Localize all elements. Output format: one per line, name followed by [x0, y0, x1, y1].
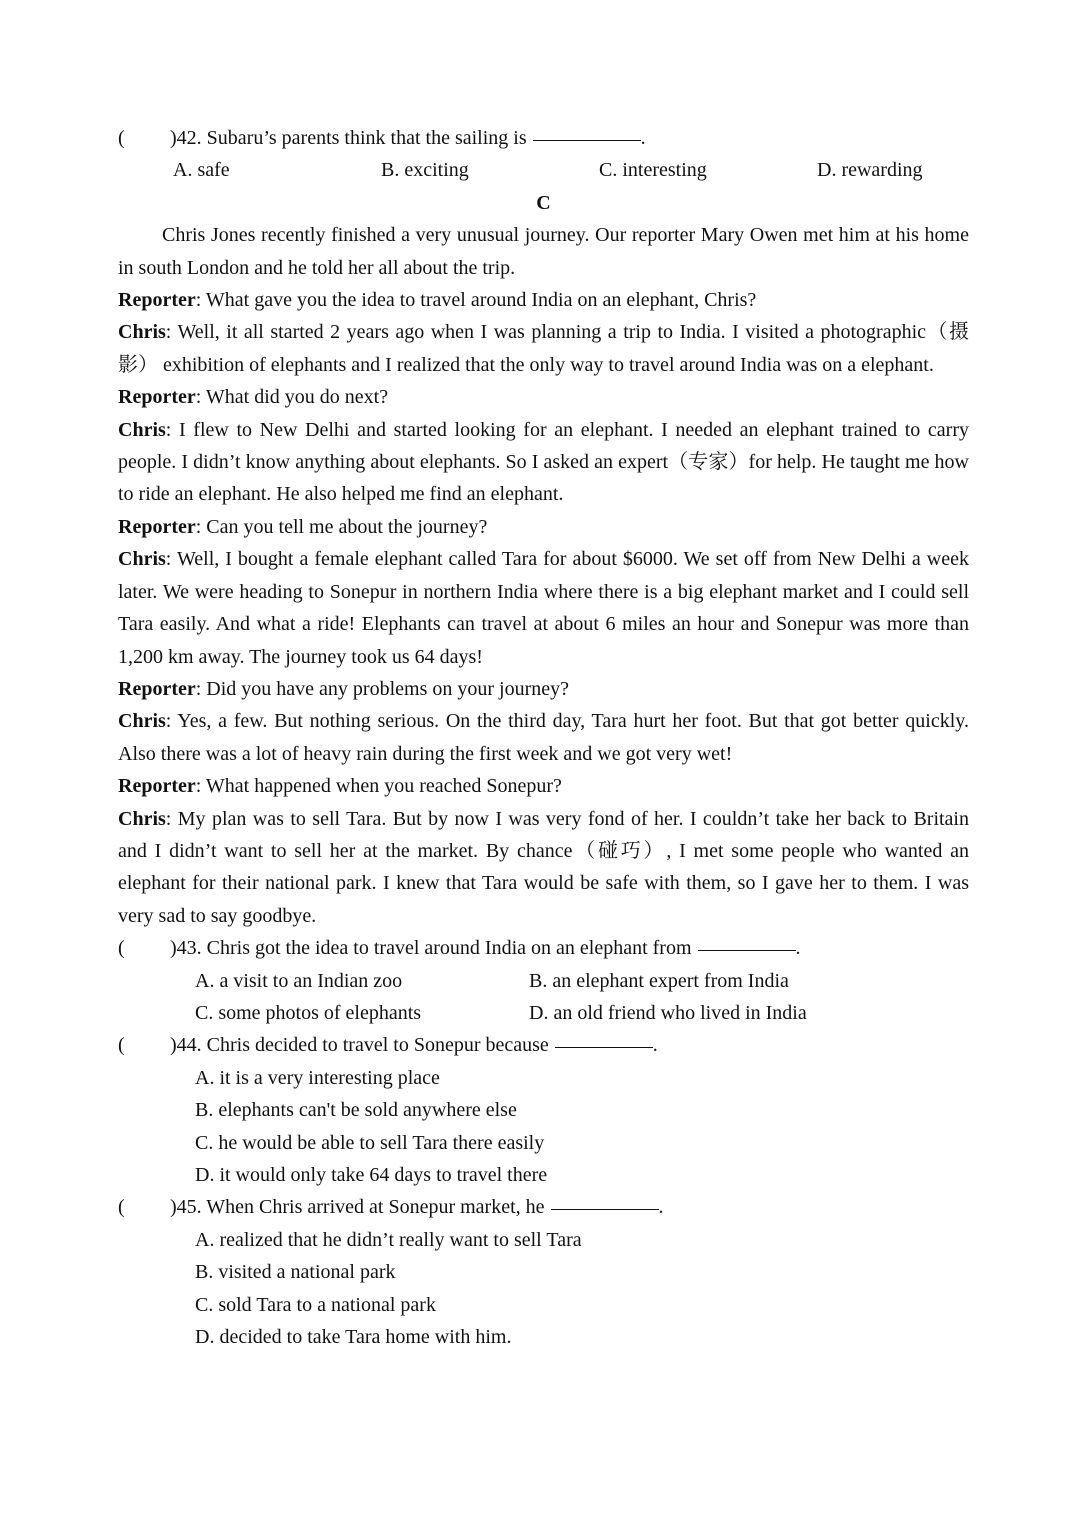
option-a: A. a visit to an Indian zoo [195, 969, 403, 992]
option-c: C. some photos of elephants [195, 1001, 422, 1024]
dialogue-line [118, 543, 969, 673]
speaker-label: Chris [118, 418, 166, 441]
answer-paren: ( [118, 127, 125, 149]
passage-intro: Chris Jones recently finished a very unusual journey. Our reporter Mary Owen met him at his home in south London and he told her all about the trip. [118, 224, 969, 279]
answer-paren: ( [118, 1196, 125, 1219]
question-42-options [118, 154, 969, 186]
answer-paren: ( [118, 937, 125, 960]
question-43-options-row-2 [118, 997, 969, 1029]
answer-blank [551, 1191, 659, 1210]
speaker-label: Reporter [118, 775, 196, 798]
answer-blank [555, 1029, 653, 1048]
option-d: D. an old friend who lived in India [529, 1001, 807, 1024]
dialogue-text: : What happened when you reached Sonepur? [195, 775, 562, 798]
dialogue-text: : Did you have any problems on your journey? [195, 677, 569, 700]
dialogue-text: : What did you do next? [195, 386, 389, 409]
dialogue-line [118, 284, 969, 316]
question-stem: )45. When Chris arrived at Sonepur market, he [170, 1196, 545, 1219]
speaker-label: Reporter [118, 677, 196, 700]
option-b: B. an elephant expert from India [529, 969, 789, 992]
option-d: D. rewarding [817, 159, 923, 182]
speaker-label: Chris [118, 710, 166, 733]
speaker-label: Chris [118, 548, 166, 571]
question-end: . [640, 127, 646, 149]
question-stem: )42. Subaru’s parents think that the sailing is [170, 127, 527, 149]
dialogue-text: : Well, it all started 2 years ago when I was planning a trip to India. I visited a photographic（摄影） exhibition of elephants and I realized that the only way to travel around India was on a elephant. [118, 321, 969, 376]
dialogue-text: : My plan was to sell Tara. But by now I was very fond of her. I couldn’t take her back to Britain and I didn’t want to sell her at the market. By chance（碰巧）, I met some people who wanted an elephant for their national park. I knew that Tara would be safe with them, so I gave her to them. I was very sad to say goodbye. [118, 807, 969, 927]
question-stem: )43. Chris got the idea to travel around India on an elephant from [170, 937, 692, 960]
option-d: D. decided to take Tara home with him. [195, 1326, 512, 1349]
question-45 [118, 1191, 969, 1223]
option-b: B. elephants can't be sold anywhere else [195, 1099, 517, 1122]
speaker-label: Reporter [118, 289, 196, 312]
question-stem: )44. Chris decided to travel to Sonepur because [170, 1034, 549, 1057]
dialogue-text: : Well, I bought a female elephant called Tara for about $6000. We set off from New Delhi a week later. We were heading to Sonepur in northern India where there is a big elephant market and I could sell Tara easily. And what a ride! Elephants can travel at about 6 miles an hour and Sonepur was more than 1,200 km away. The journey took us 64 days! [118, 548, 969, 668]
question-43-options-row-1 [118, 965, 969, 997]
section-title: C [536, 191, 551, 214]
speaker-label: Reporter [118, 386, 196, 409]
answer-paren: ( [118, 1034, 125, 1057]
option-a: A. realized that he didn’t really want to sell Tara [195, 1228, 582, 1251]
dialogue-line [118, 511, 969, 543]
dialogue-text: : I flew to New Delhi and started looking for an elephant. I needed an elephant trained to carry people. I didn’t know anything about elephants. So I asked an expert（专家）for help. He taught me how to ride an elephant. He also helped me find an elephant. [118, 418, 969, 506]
dialogue-text: : Yes, a few. But nothing serious. On the third day, Tara hurt her foot. But that got better quickly. Also there was a lot of heavy rain during the first week and we got very wet! [118, 710, 969, 765]
question-43 [118, 932, 969, 964]
question-end: . [652, 1034, 658, 1057]
option-a: A. it is a very interesting place [195, 1066, 440, 1089]
dialogue-line [118, 705, 969, 770]
speaker-label: Chris [118, 807, 166, 830]
answer-blank [533, 122, 641, 141]
question-42 [118, 122, 969, 154]
option-b: B. visited a national park [195, 1261, 396, 1284]
question-44 [118, 1029, 969, 1061]
option-b: B. exciting [381, 159, 469, 182]
dialogue-line [118, 673, 969, 705]
question-end: . [795, 937, 801, 960]
dialogue-text: : What gave you the idea to travel around India on an elephant, Chris? [195, 289, 757, 312]
speaker-label: Reporter [118, 515, 196, 538]
option-d: D. it would only take 64 days to travel there [195, 1164, 548, 1186]
dialogue-line [118, 803, 969, 933]
answer-blank [698, 932, 796, 951]
option-c: C. he would be able to sell Tara there easily [195, 1131, 545, 1154]
speaker-label: Chris [118, 321, 166, 344]
option-c: C. sold Tara to a national park [195, 1293, 436, 1316]
dialogue-line [118, 381, 969, 413]
dialogue-text: : Can you tell me about the journey? [195, 515, 488, 538]
dialogue-line [118, 770, 969, 802]
question-end: . [658, 1196, 664, 1219]
option-c: C. interesting [599, 159, 707, 182]
dialogue-line [118, 414, 969, 511]
option-a: A. safe [173, 159, 230, 182]
page-content [118, 122, 969, 1353]
dialogue-line [118, 316, 969, 381]
